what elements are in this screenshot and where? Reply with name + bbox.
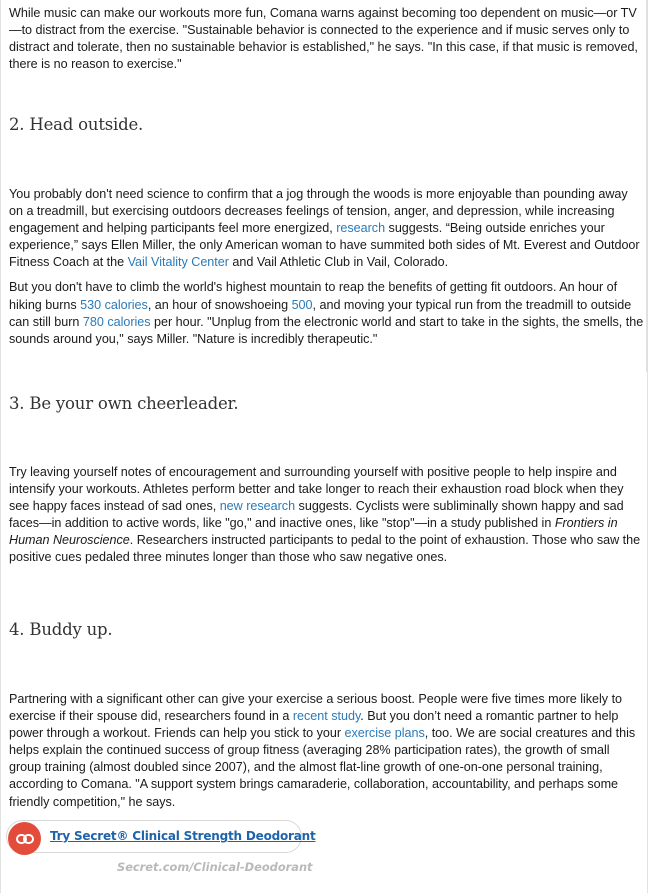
section-cheerleader-body	[9, 464, 645, 567]
section-heading: 4. Buddy up.	[9, 620, 113, 639]
paragraph	[9, 186, 645, 271]
500-link[interactable]: 500	[291, 297, 313, 312]
text-run: , too. We are social creatures and this helps explain the continued success of group fitness (averaging 28% participation rates), the growth of small group training (almost doubled since 2007), and the almost flat-line growth of one-on-one personal training, according to Comana. "A support system brings camaraderie, collaboration, accountability, and perhaps some friendly competition," he says.	[9, 726, 636, 809]
research-link[interactable]: research	[336, 221, 386, 236]
text-run: per hour. "Unplug from the electronic world and start to take in the sights, the smells, the sounds around you," says Miller. "Nature is incredibly therapeutic."	[9, 314, 644, 346]
journal-title: Frontiers in Human Neuroscience	[9, 516, 618, 548]
ad-display-url: Secret.com/Clinical-Deodorant	[117, 860, 313, 874]
section-heading: 2. Head outside.	[9, 115, 144, 134]
intro-section	[9, 5, 645, 73]
text-run: , an hour of snowshoeing	[147, 297, 292, 312]
intro-paragraph: While music can make our workouts more fun, Comana warns against becoming too dependent on music—or TV—to distract from the exercise. "Sustainable behavior is connected to the experience and if music serves only to distract and tolerate, then no sustainable behavior is established," he says. "In this case, if that music is removed, there is no reason to exercise."	[9, 6, 638, 72]
section-head-outside-body	[9, 186, 645, 348]
section-head-outside	[9, 115, 645, 134]
section-buddy-up-body	[9, 691, 645, 811]
text-run: suggests. Cyclists were subliminally shown happy and sad faces—in addition to active words, like "go," and inactive ones, like "stop"—in a study published in	[9, 499, 624, 531]
section-heading: 3. Be your own cheerleader.	[9, 394, 239, 413]
link-chain-icon[interactable]	[8, 822, 41, 855]
780-calories-link[interactable]: 780 calories	[82, 314, 151, 329]
text-run: But you don't have to climb the world's highest mountain to reap the benefits of getting fit outdoors. An hour of hiking burns	[9, 280, 618, 312]
530-calories-link[interactable]: 530 calories	[80, 297, 148, 312]
text-run: Partnering with a significant other can give your exercise a serious boost. People were five times more likely to exercise if their spouse did, researchers found in a	[9, 692, 623, 724]
text-run: , and moving your typical run from the treadmill to outside can still burn	[9, 297, 632, 329]
text-run: You probably don't need science to confirm that a jog through the woods is more enjoyable than pounding away on a treadmill, but exercising outdoors decreases feelings of tension, anger, and depression, while increasing engagement and helping participants feel more energized,	[9, 187, 628, 236]
paragraph	[9, 691, 645, 811]
vail-vitality-center-link[interactable]: Vail Vitality Center	[127, 255, 229, 270]
text-run: . Researchers instructed participants to pedal to the point of exhaustion. Those who saw the positive cues pedaled three minutes longer than those who saw negative ones.	[9, 533, 641, 565]
text-run: . But you don’t need a romantic partner to help power through a workout. Friends can help you stick to your	[9, 709, 619, 741]
text-run: Try leaving yourself notes of encouragement and surrounding yourself with positive people to help inspire and intensify your workouts. Athletes perform better and take longer to reach their exhaustion road block when they see happy faces instead of sad ones,	[9, 465, 624, 514]
new-research-link[interactable]: new research	[219, 499, 296, 514]
ad-headline-link[interactable]: Try Secret® Clinical Strength Deodorant	[50, 829, 316, 843]
paragraph	[9, 464, 645, 567]
text-run: and Vail Athletic Club in Vail, Colorado.	[228, 255, 449, 270]
section-cheerleader	[9, 394, 645, 413]
paragraph	[9, 279, 645, 347]
section-buddy-up	[9, 620, 645, 639]
exercise-plans-link[interactable]: exercise plans	[344, 726, 425, 741]
recent-study-link[interactable]: recent study	[292, 709, 361, 724]
text-run: suggests. “Being outside enriches your experience,” says Ellen Miller, the only American woman to have summited both sides of Mt. Everest and Outdoor Fitness Coach at the	[9, 221, 640, 270]
